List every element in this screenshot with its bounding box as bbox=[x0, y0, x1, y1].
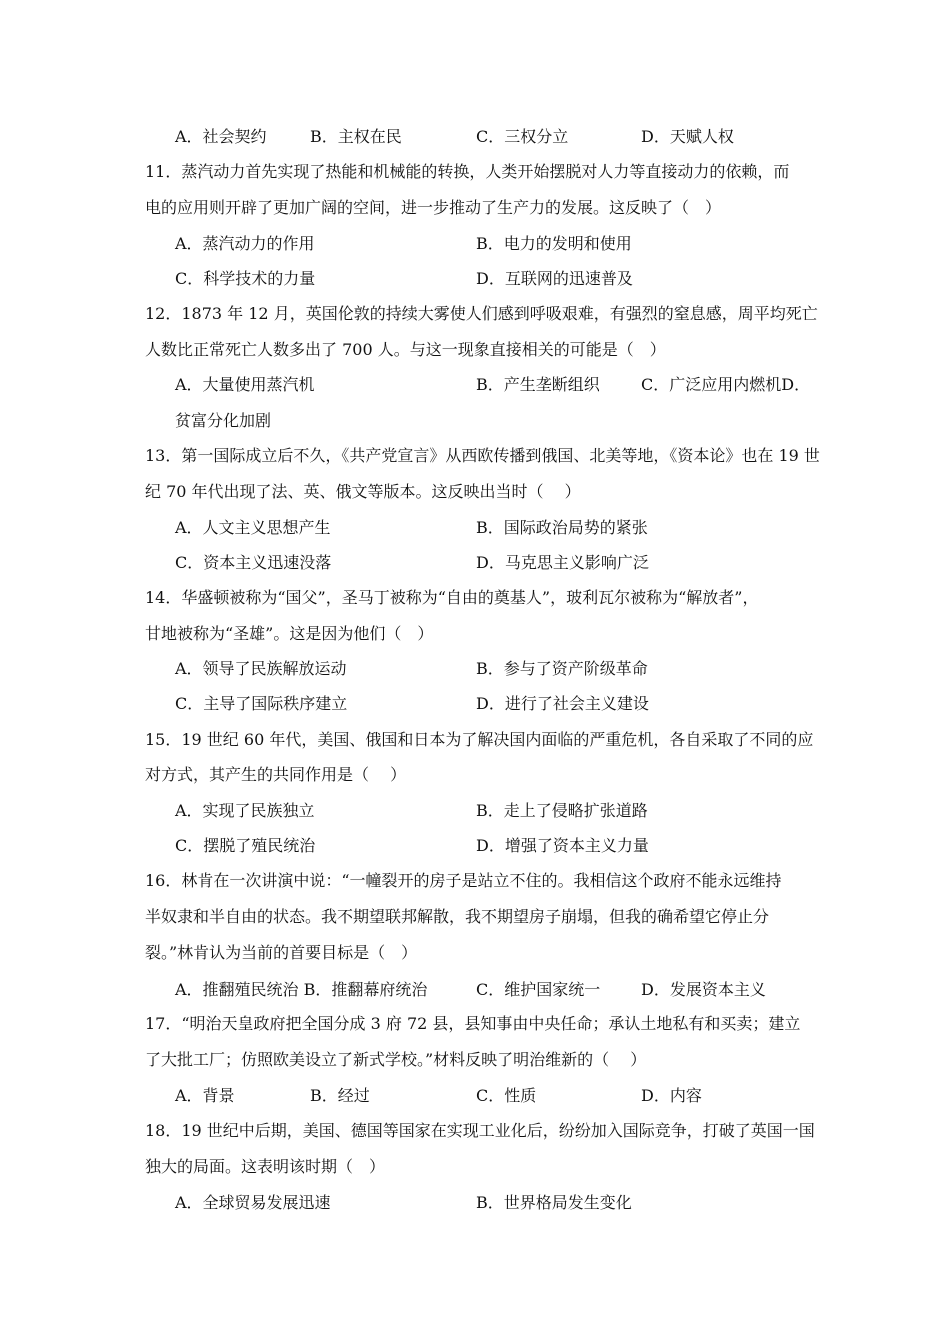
q17-stem-line-1: 17．“明治天皇政府把全国分成 3 府 72 县，县知事由中央任命；承认土地私有和买卖；建立 bbox=[145, 1014, 801, 1033]
q13-option-b: B．国际政治局势的紧张 bbox=[476, 518, 648, 537]
q13-option-a: A．人文主义思想产生 bbox=[175, 518, 331, 537]
q11-option-b: B．电力的发明和使用 bbox=[476, 234, 632, 253]
q16-option-a-b: A．推翻殖民统治 B．推翻幕府统治 bbox=[175, 980, 428, 999]
q15-option-d: D．增强了资本主义力量 bbox=[476, 836, 649, 855]
q14-stem-line-1: 14．华盛顿被称为“国父”，圣马丁被称为“自由的奠基人”，玻利瓦尔被称为“解放者”， bbox=[145, 588, 759, 607]
q11-stem-line-1: 11．蒸汽动力首先实现了热能和机械能的转换，人类开始摆脱对人力等直接动力的依赖，而 bbox=[145, 162, 790, 181]
q12-stem-line-2: 人数比正常死亡人数多出了 700 人。与这一现象直接相关的可能是（ ） bbox=[145, 340, 666, 359]
q14-option-a: A．领导了民族解放运动 bbox=[175, 659, 347, 678]
q12-option-b: B．产生垄断组织 bbox=[476, 375, 600, 394]
q14-option-d: D．进行了社会主义建设 bbox=[476, 694, 649, 713]
q10-option-d: D．天赋人权 bbox=[641, 127, 734, 146]
q17-option-b: B．经过 bbox=[310, 1086, 370, 1105]
q15-option-b: B．走上了侵略扩张道路 bbox=[476, 801, 648, 820]
q18-stem-line-2: 独大的局面。这表明该时期（ ） bbox=[145, 1157, 386, 1176]
q16-option-d: D．发展资本主义 bbox=[641, 980, 766, 999]
q11-option-a: A．蒸汽动力的作用 bbox=[175, 234, 315, 253]
q18-option-a: A．全球贸易发展迅速 bbox=[175, 1193, 331, 1212]
q10-option-a: A．社会契约 bbox=[175, 127, 267, 146]
q14-stem-line-2: 甘地被称为“圣雄”。这是因为他们（ ） bbox=[145, 624, 434, 643]
q11-option-c: C．科学技术的力量 bbox=[175, 269, 316, 288]
q13-option-c: C．资本主义迅速没落 bbox=[175, 553, 332, 572]
q15-stem-line-2: 对方式，其产生的共同作用是（ ） bbox=[145, 765, 407, 784]
q14-option-b: B．参与了资产阶级革命 bbox=[476, 659, 648, 678]
q15-option-a: A．实现了民族独立 bbox=[175, 801, 315, 820]
q13-stem-line-2: 纪 70 年代出现了法、英、俄文等版本。这反映出当时（ ） bbox=[145, 482, 581, 501]
q16-stem-line-3: 裂。”林肯认为当前的首要目标是（ ） bbox=[145, 943, 418, 962]
q11-stem-line-2: 电的应用则开辟了更加广阔的空间，进一步推动了生产力的发展。这反映了（ ） bbox=[145, 198, 722, 217]
q10-option-c: C．三权分立 bbox=[476, 127, 569, 146]
q12-option-d: 贫富分化加剧 bbox=[175, 411, 272, 430]
q16-option-c: C．维护国家统一 bbox=[476, 980, 601, 999]
q15-option-c: C．摆脱了殖民统治 bbox=[175, 836, 316, 855]
q18-stem-line-1: 18．19 世纪中后期，美国、德国等国家在实现工业化后，纷纷加入国际竞争，打破了英国一国 bbox=[145, 1121, 815, 1140]
q15-stem-line-1: 15．19 世纪 60 年代，美国、俄国和日本为了解决国内面临的严重危机，各自采取了不同的应 bbox=[145, 730, 814, 749]
q12-stem-line-1: 12．1873 年 12 月，英国伦敦的持续大雾使人们感到呼吸艰难，有强烈的窒息感，周平均死亡 bbox=[145, 304, 818, 323]
q13-stem-line-1: 13．第一国际成立后不久，《共产党宣言》从西欧传播到俄国、北美等地，《资本论》也在 19 世 bbox=[145, 446, 820, 465]
q18-option-b: B．世界格局发生变化 bbox=[476, 1193, 632, 1212]
q17-option-d: D．内容 bbox=[641, 1086, 702, 1105]
q17-option-a: A．背景 bbox=[175, 1086, 235, 1105]
q16-stem-line-2: 半奴隶和半自由的状态。我不期望联邦解散，我不期望房子崩塌，但我的确希望它停止分 bbox=[145, 907, 770, 926]
q17-stem-line-2: 了大批工厂；仿照欧美设立了新式学校。”材料反映了明治维新的（ ） bbox=[145, 1050, 647, 1069]
q16-stem-line-1: 16．林肯在一次讲演中说：“一幢裂开的房子是站立不住的。我相信这个政府不能永远维持 bbox=[145, 871, 782, 890]
q11-option-d: D．互联网的迅速普及 bbox=[476, 269, 633, 288]
q17-option-c: C．性质 bbox=[476, 1086, 537, 1105]
q12-option-a: A．大量使用蒸汽机 bbox=[175, 375, 315, 394]
q10-option-b: B．主权在民 bbox=[310, 127, 402, 146]
q13-option-d: D．马克思主义影响广泛 bbox=[476, 553, 649, 572]
q12-option-c: C．广泛应用内燃机D． bbox=[641, 375, 811, 394]
q14-option-c: C．主导了国际秩序建立 bbox=[175, 694, 348, 713]
